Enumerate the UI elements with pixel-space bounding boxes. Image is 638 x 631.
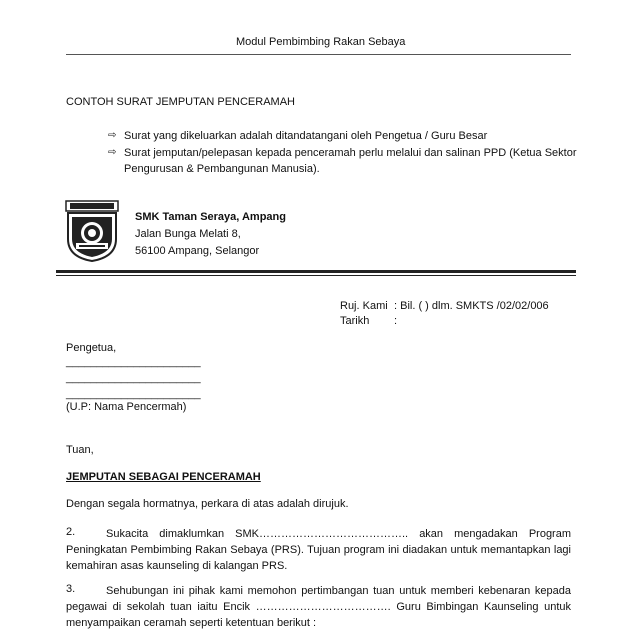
recipient-blank-line-1: ______________________ xyxy=(66,356,201,368)
school-address-line2: 56100 Ampang, Selangor xyxy=(135,245,260,257)
bullet-item-2-continued: Pengurusan & Pembangunan Manusia). xyxy=(124,163,320,175)
para2-text: Sukacita dimaklumkan SMK………………………………….. akan mengadakan Program Peningkatan Pembimbing Rakan Sebaya (PRS). Tujuan program ini diadakan untuk memantapkan lagi kemahiran asas kaunseling di kalangan PRS. xyxy=(66,528,571,572)
recipient-title: Pengetua, xyxy=(66,342,117,354)
para3-text: Sehubungan ini pihak kami memohon pertimbangan tuan untuk memberi kebenaran kepada pegawai di sekolah tuan iaitu Encik ………………………………. Guru Bimbingan Kaunseling untuk menyampaikan ceramah seperti ketentuan berikut : xyxy=(66,585,571,629)
recipient-blank-line-3: ______________________ xyxy=(66,388,201,400)
tarikh-value: : xyxy=(394,315,398,327)
section-title: CONTOH SURAT JEMPUTAN PENCERAMAH xyxy=(66,96,295,108)
arrow-bullet-icon: ⇨ xyxy=(108,147,117,158)
school-name: SMK Taman Seraya, Ampang xyxy=(135,211,286,223)
school-address-line1: Jalan Bunga Melati 8, xyxy=(135,228,241,240)
arrow-bullet-icon: ⇨ xyxy=(108,130,117,141)
salutation: Tuan, xyxy=(66,444,94,456)
bullet-item-2: Surat jemputan/pelepasan kepada penceramah perlu melalui dan salinan PPD (Ketua Sektor xyxy=(124,147,577,159)
recipient-blank-line-2: ______________________ xyxy=(66,372,201,384)
opening-paragraph: Dengan segala hormatnya, perkara di atas adalah dirujuk. xyxy=(66,498,349,510)
letterhead-thick-rule xyxy=(56,270,576,273)
page-header-title: Modul Pembimbing Rakan Sebaya xyxy=(236,36,406,48)
letter-subject: JEMPUTAN SEBAGAI PENCERAMAH xyxy=(66,471,261,483)
para2-number: 2. xyxy=(66,526,76,538)
recipient-attention: (U.P: Nama Pencermah) xyxy=(66,401,187,413)
tarikh-label: Tarikh xyxy=(340,315,370,327)
para3-number: 3. xyxy=(66,583,76,595)
header-divider xyxy=(66,54,571,55)
bullet-item-1: Surat yang dikeluarkan adalah ditandatangani oleh Pengetua / Guru Besar xyxy=(124,130,488,142)
ruj-label: Ruj. Kami xyxy=(340,300,388,312)
school-crest-icon xyxy=(64,199,120,263)
ruj-value: : Bil. ( ) dlm. SMKTS /02/02/006 xyxy=(394,300,549,312)
letterhead-thin-rule xyxy=(56,275,576,276)
